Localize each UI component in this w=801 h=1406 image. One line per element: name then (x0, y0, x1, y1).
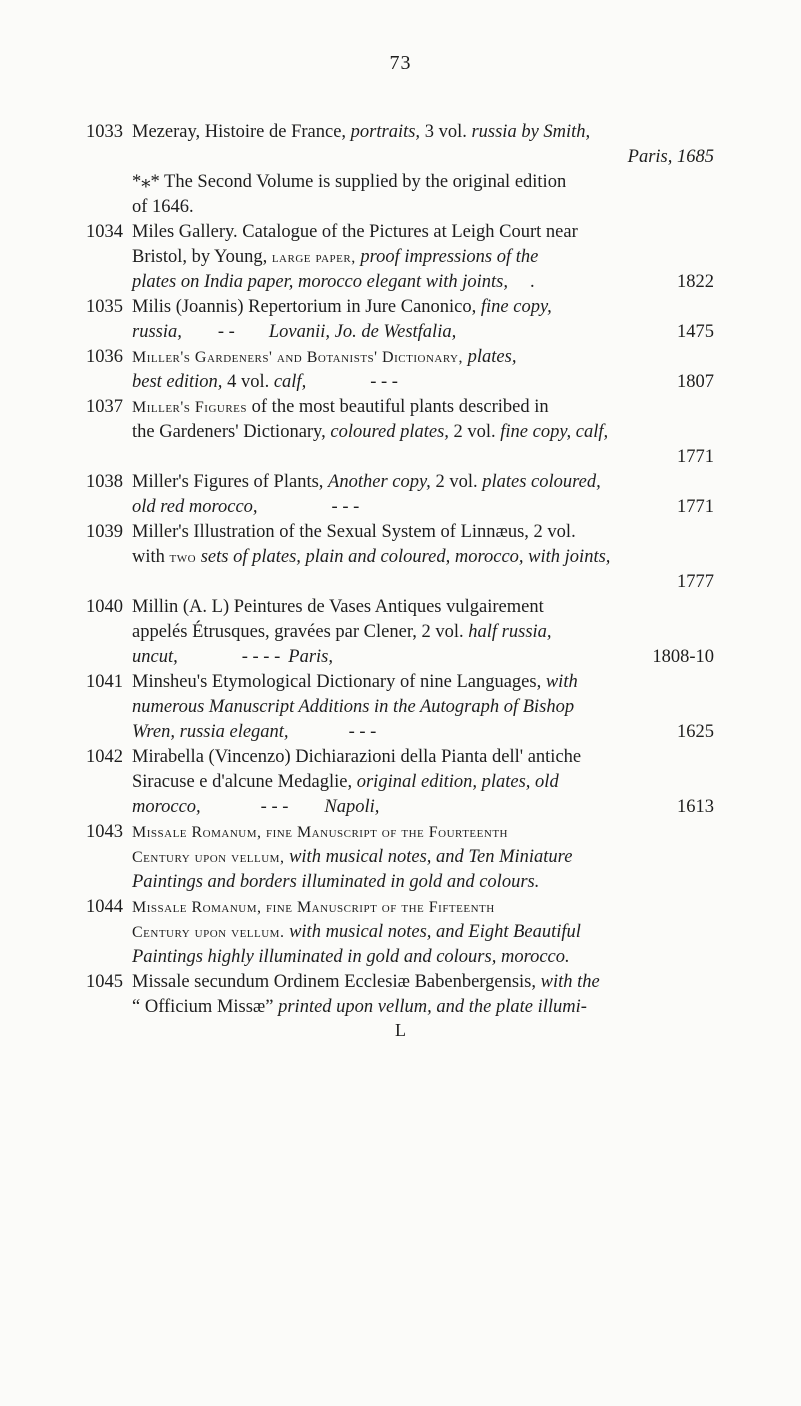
entry-line: Paris, 1685 (627, 147, 714, 167)
catalogue-entry (86, 745, 714, 820)
catalogue-entry (86, 670, 714, 745)
entry-line: old red morocco, - - - 1771 (86, 495, 714, 520)
entry-line: 1033 Mezeray, Histoire de France, portraits, 3 vol. russia by Smith, (86, 120, 714, 145)
entry-line: 1037 Miller's Figures of the most beautiful plants described in (86, 395, 714, 420)
entry-note: of 1646. (132, 197, 194, 217)
lot-number: 1037 (86, 397, 123, 417)
lot-number: 1040 (86, 597, 123, 617)
entry-line: 1035 Milis (Joannis) Repertorium in Jure Canonico, fine copy, (86, 295, 714, 320)
entry-line: 1044 Missale Romanum, fine Manuscript of the Fifteenth (86, 895, 714, 920)
catalogue-entry (86, 520, 714, 595)
entry-date: 1777 (677, 572, 714, 592)
entry-date: 1807 (677, 372, 714, 392)
lot-number: 1043 (86, 822, 123, 842)
entry-line: 1045 Missale secundum Ordinem Ecclesiæ Babenbergensis, with the (86, 970, 714, 995)
entry-line: 1038 Miller's Figures of Plants, Another copy, 2 vol. plates coloured, (86, 470, 714, 495)
entry-date: 1808-10 (652, 647, 714, 667)
lot-number: 1045 (86, 972, 123, 992)
entry-line: best edition, 4 vol. calf, - - - 1807 (86, 370, 714, 395)
entry-note: *⁎* The Second Volume is supplied by the original edition (132, 172, 567, 192)
catalogue-entry (86, 470, 714, 520)
entry-line: plates on India paper, morocco elegant with joints, . 1822 (86, 270, 714, 295)
catalogue-entry (86, 895, 714, 970)
entry-line: 1034 Miles Gallery. Catalogue of the Pictures at Leigh Court near (86, 220, 714, 245)
entry-date: 1475 (677, 322, 714, 342)
lot-number: 1044 (86, 897, 123, 917)
entry-line: 1040 Millin (A. L) Peintures de Vases Antiques vulgairement (86, 595, 714, 620)
lot-number: 1035 (86, 297, 123, 317)
entry-date: 1822 (677, 272, 714, 292)
entry-line: 1042 Mirabella (Vincenzo) Dichiarazioni della Pianta dell' antiche (86, 745, 714, 770)
entry-line: morocco, - - - Napoli, 1613 (86, 795, 714, 820)
entry-line: the Gardeners' Dictionary, coloured plates, 2 vol. fine copy, calf, (132, 422, 609, 442)
entry-line: 1043 Missale Romanum, fine Manuscript of the Fourteenth (86, 820, 714, 845)
catalogue-entry (86, 395, 714, 470)
entry-line: Bristol, by Young, large paper, proof impressions of the (132, 247, 539, 267)
entry-line: russia, - - Lovanii, Jo. de Westfalia, 1475 (86, 320, 714, 345)
catalogue-entry (86, 295, 714, 345)
catalogue-entry (86, 595, 714, 670)
entry-date: 1771 (677, 447, 714, 467)
lot-number: 1036 (86, 347, 123, 367)
entry-line: numerous Manuscript Additions in the Autograph of Bishop (132, 697, 575, 717)
catalogue-entry (86, 220, 714, 295)
entry-line: Siracuse e d'alcune Medaglie, original edition, plates, old (132, 772, 559, 792)
lot-number: 1038 (86, 472, 123, 492)
catalogue-entry (86, 970, 714, 1020)
entry-line: appelés Étrusques, gravées par Clener, 2 vol. half russia, (132, 622, 552, 642)
lot-number: 1039 (86, 522, 123, 542)
entry-line: Century upon vellum, with musical notes, and Ten Miniature (132, 847, 573, 867)
entry-line: 1039 Miller's Illustration of the Sexual System of Linnæus, 2 vol. (86, 520, 714, 545)
lot-number: 1041 (86, 672, 123, 692)
catalogue-entry (86, 120, 714, 220)
entry-date: 1771 (677, 497, 714, 517)
entry-line: 1041 Minsheu's Etymological Dictionary of nine Languages, with (86, 670, 714, 695)
entry-line (86, 570, 714, 595)
catchword: L (395, 1020, 406, 1040)
entry-date: 1625 (677, 722, 714, 742)
entry-line (86, 445, 714, 470)
lot-number: 1034 (86, 222, 123, 242)
entry-date: 1613 (677, 797, 714, 817)
entry-line: 1036 Miller's Gardeners' and Botanists' Dictionary, plates, (86, 345, 714, 370)
entry-line: Century upon vellum. with musical notes, and Eight Beautiful (132, 922, 581, 942)
catalogue-entry (86, 820, 714, 895)
entry-line: Paintings and borders illuminated in gold and colours. (132, 872, 540, 892)
entry-line: uncut, - - - - Paris, 1808-10 (86, 645, 714, 670)
entry-line: “ Officium Missæ” printed upon vellum, and the plate illumi- (132, 997, 587, 1017)
page-number: 73 (389, 52, 412, 74)
entry-line: Wren, russia elegant, - - - 1625 (86, 720, 714, 745)
lot-number: 1042 (86, 747, 123, 767)
catalogue-entry (86, 345, 714, 395)
entry-line: Paintings highly illuminated in gold and colours, morocco. (132, 947, 570, 967)
lot-number: 1033 (86, 122, 123, 142)
entry-line: with two sets of plates, plain and coloured, morocco, with joints, (132, 547, 611, 567)
